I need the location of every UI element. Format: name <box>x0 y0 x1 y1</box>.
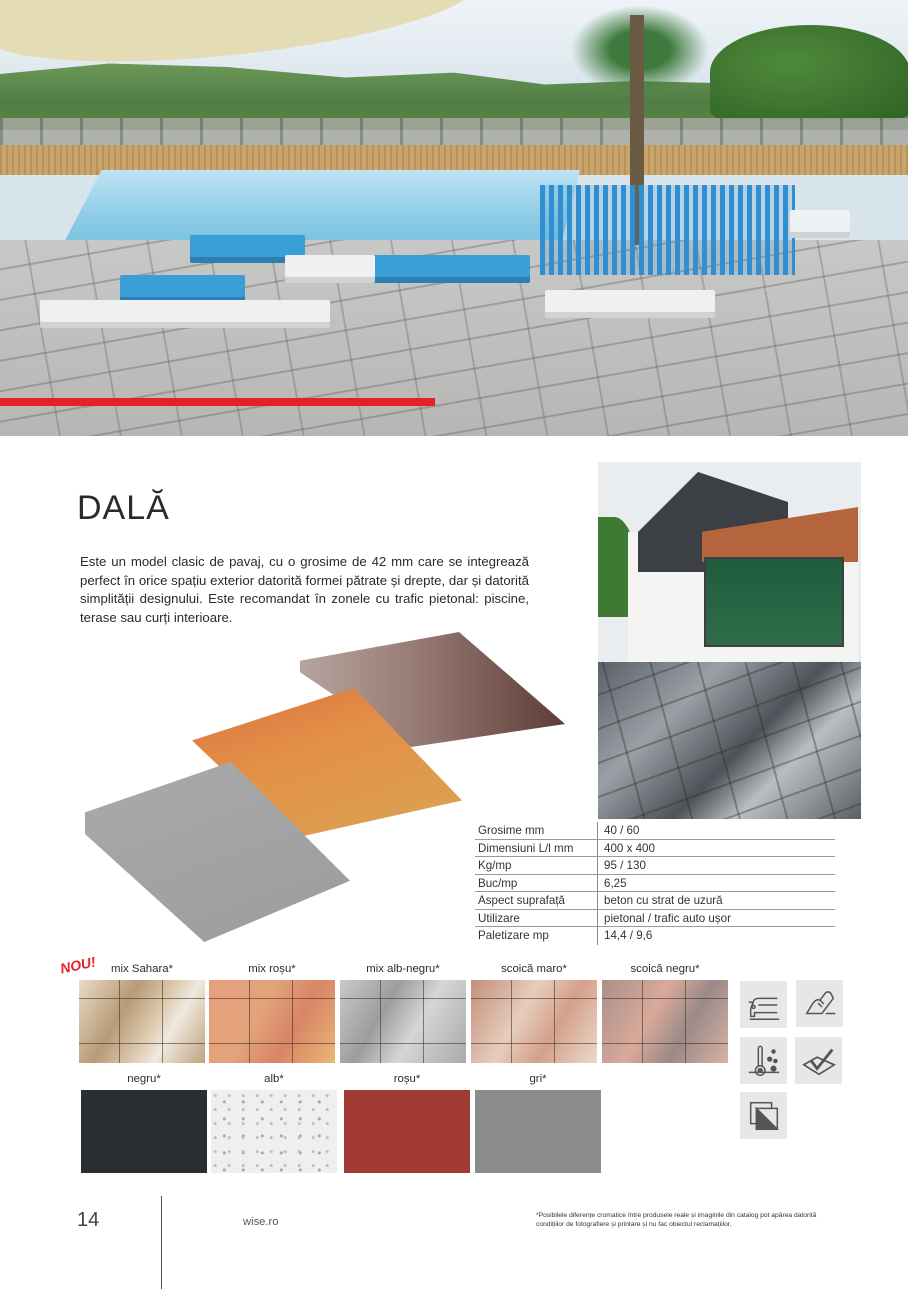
sun-lounger <box>370 255 530 277</box>
spec-row <box>475 927 835 945</box>
swatch-tile <box>211 1090 337 1173</box>
spec-value: 95 / 130 <box>604 859 646 872</box>
website-link[interactable]: wise.ro <box>243 1216 279 1228</box>
swatch-label: scoică maro* <box>501 963 567 975</box>
spec-value: 6,25 <box>604 876 627 890</box>
building-photo <box>598 462 861 819</box>
color-swatch-scoica-negru <box>602 963 728 1063</box>
spec-value: pietonal / trafic auto ușor <box>604 911 731 925</box>
swatch-label: mix roșu* <box>248 963 296 975</box>
spec-row <box>475 840 835 858</box>
color-swatch-alb <box>211 1073 337 1173</box>
swatch-label: scoică negru* <box>630 963 700 975</box>
color-swatch-gri <box>475 1073 601 1173</box>
glass-facade <box>704 557 844 647</box>
swatch-label: mix Sahara* <box>110 963 174 975</box>
color-swatch-mix-sahara <box>79 963 205 1063</box>
pedestrian-shoe-icon <box>796 980 843 1027</box>
frost-weather-resistance-icon <box>740 1037 787 1084</box>
sun-lounger <box>285 255 375 277</box>
swatch-tile <box>81 1090 207 1173</box>
sun-lounger <box>545 290 715 312</box>
swatch-tile <box>209 980 335 1063</box>
hero-image <box>0 0 908 436</box>
trees <box>710 25 908 120</box>
paving-surface <box>598 662 861 819</box>
spec-value: 400 x 400 <box>604 841 655 855</box>
swatch-label: negru* <box>127 1073 161 1085</box>
color-disclaimer: *Posibilele diferențe cromatice între produsele reale și imaginile din catalog pot apărea datorită condițiilor de fotografiere și printare și nu fac obiectul reclamațiilor. <box>536 1212 817 1228</box>
spec-row <box>475 857 835 875</box>
spec-row <box>475 892 835 910</box>
spec-table <box>475 822 835 945</box>
spec-row <box>475 875 835 893</box>
sun-lounger <box>190 235 305 257</box>
spec-label: Aspect suprafață <box>475 892 598 909</box>
swatch-tile <box>79 980 205 1063</box>
sun-lounger <box>40 300 330 322</box>
spec-label: Grosime mm <box>475 822 598 839</box>
spec-value: beton cu strat de uzură <box>604 894 723 907</box>
swatch-tile <box>475 1090 601 1173</box>
swatch-label: roșu* <box>393 1073 421 1085</box>
spec-label: Buc/mp <box>475 875 598 892</box>
shade-canopy <box>0 118 908 148</box>
color-swatch-mix-rosu <box>209 963 335 1063</box>
spec-value: 40 / 60 <box>604 824 640 837</box>
swatch-tile <box>471 980 597 1063</box>
new-badge: NOU! <box>58 953 98 977</box>
swatch-label: alb* <box>264 1073 284 1085</box>
color-swatch-scoica-maro <box>471 963 597 1063</box>
spec-row <box>475 910 835 928</box>
color-swatch-rosu <box>344 1073 470 1173</box>
page-number: 14 <box>77 1209 100 1231</box>
swimming-pool <box>60 170 580 250</box>
color-swatch-mix-alb-negru <box>340 963 466 1063</box>
spec-label: Kg/mp <box>475 857 598 874</box>
spec-value: 14,4 / 9,6 <box>604 929 653 942</box>
swatch-label: gri* <box>529 1073 547 1085</box>
red-accent-bar <box>0 398 435 406</box>
footer-divider <box>161 1196 162 1289</box>
swatch-tile <box>602 980 728 1063</box>
color-swatch-negru <box>81 1073 207 1173</box>
car-traffic-icon <box>740 981 787 1028</box>
swatch-tile <box>340 980 466 1063</box>
swatch-tile <box>344 1090 470 1173</box>
layered-slab-icon <box>740 1092 787 1139</box>
sun-lounger <box>120 275 245 297</box>
product-title: DALĂ <box>77 489 170 527</box>
surface-check-icon <box>795 1037 842 1084</box>
spec-label: Utilizare <box>475 910 598 927</box>
sun-lounger <box>790 210 850 232</box>
product-description: Este un model clasic de pavaj, cu o grosime de 42 mm care se integrează perfect în orice spațiu exterior datorită formei pătrate și drepte, dar și datorită simplității designului. Este recomandat în zonele cu trafic pietonal: piscine, terase sau curți interioare. <box>80 554 529 625</box>
swatch-label: mix alb-negru* <box>366 963 440 975</box>
spec-label: Dimensiuni L/l mm <box>475 840 598 857</box>
spec-row <box>475 822 835 840</box>
spec-label: Paletizare mp <box>475 927 598 945</box>
blue-picket-fence <box>540 185 795 275</box>
